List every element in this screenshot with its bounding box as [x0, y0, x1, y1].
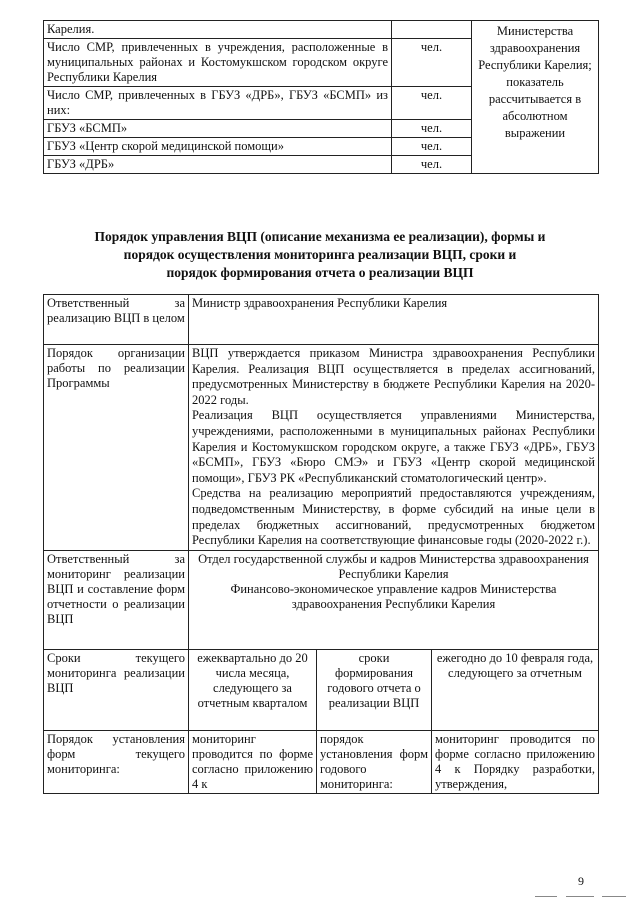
- organization-label: Порядок организации работы по реализации Программы: [44, 345, 189, 551]
- management-table: [43, 294, 599, 794]
- monitoring-responsible-line: Отдел государственной службы и кадров Министерства здравоохранения Республики Карелия: [198, 551, 589, 581]
- unit-cell: чел.: [392, 87, 472, 120]
- heading-line: Порядок управления ВЦП (описание механизма ее реализации), формы и: [94, 229, 546, 244]
- note-cell: Министерства здравоохранения Республики Карелия; показатель рассчитывается в абсолютном выражении: [472, 21, 599, 174]
- deadlines-annual-label: сроки формирования годового отчета о реализации ВЦП: [317, 649, 432, 730]
- scan-artifact: [566, 896, 594, 897]
- indicator-cell: Число СМР, привлеченных в ГБУЗ «ДРБ», ГБУЗ «БСМП» из них:: [44, 87, 392, 120]
- indicator-cell: Карелия.: [44, 21, 392, 39]
- indicator-cell: ГБУЗ «ДРБ»: [44, 156, 392, 174]
- deadlines-quarterly: ежеквартально до 20 числа месяца, следующего за отчетным кварталом: [189, 649, 317, 730]
- indicator-cell: ГБУЗ «БСМП»: [44, 120, 392, 138]
- organization-paragraph: ВЦП утверждается приказом Министра здравоохранения Республики Карелия. Реализация ВЦП осуществляется в пределах ассигнований, предусмотренных Министерству в бюджете Республики Карелия на 2020-2022 годы.: [192, 346, 595, 407]
- unit-cell: чел.: [392, 138, 472, 156]
- forms-annual-label: порядок установления форм годового мониторинга:: [317, 730, 432, 793]
- indicator-cell: Число СМР, привлеченных в учреждения, расположенные в муниципальных районах и Костомукшском городском округе Республики Карелия: [44, 39, 392, 87]
- scan-artifact: [602, 896, 626, 897]
- unit-cell: чел.: [392, 156, 472, 174]
- monitoring-responsible-value: [189, 550, 599, 649]
- unit-cell: [392, 21, 472, 39]
- indicator-table: [43, 20, 599, 174]
- indicator-cell: ГБУЗ «Центр скорой медицинской помощи»: [44, 138, 392, 156]
- forms-annual: мониторинг проводится по форме согласно приложению 4 к Порядку разработки, утверждения,: [432, 730, 599, 793]
- scan-artifact: [535, 896, 557, 897]
- responsible-label: Ответственный за реализацию ВЦП в целом: [44, 295, 189, 345]
- monitoring-responsible-label: Ответственный за мониторинг реализации ВЦП и составление форм отчетности о реализации ВЦП: [44, 550, 189, 649]
- organization-paragraph: Реализация ВЦП осуществляется управлениями Министерства, учреждениями, расположенными в муниципальных районах Республики Карелия и Костомукшском городском округе, а также ГБУЗ «ДРБ», ГБУЗ «БСМП», ГБУЗ «Бюро СМЭ» и ГБУЗ «Центр скорой медицинской помощи», ГБУЗ РК «Республиканский стоматологический центр».: [192, 408, 595, 485]
- forms-label: Порядок установления форм текущего мониторинга:: [44, 730, 189, 793]
- responsible-value: Министр здравоохранения Республики Карелия: [189, 295, 599, 345]
- deadlines-label: Сроки текущего мониторинга реализации ВЦП: [44, 649, 189, 730]
- section-heading: [60, 228, 580, 282]
- unit-cell: чел.: [392, 39, 472, 87]
- heading-line: порядок осуществления мониторинга реализации ВЦП, сроки и: [123, 247, 517, 262]
- organization-paragraph: Средства на реализацию мероприятий предоставляются учреждениям, подведомственным Министерству, в форме субсидий на иные цели в пределах бюджетных ассигнований, предусмотренных бюджетом Республики Карелия на соответствующие финансовые годы (2020-2022 г.).: [192, 486, 595, 548]
- heading-line: порядок формирования отчета о реализации ВЦП: [166, 265, 474, 280]
- organization-value: [189, 345, 599, 551]
- page-number: 9: [578, 874, 584, 888]
- deadlines-annual: ежегодно до 10 февраля года, следующего за отчетным: [432, 649, 599, 730]
- forms-current: мониторинг проводится по форме согласно приложению 4 к: [189, 730, 317, 793]
- monitoring-responsible-line: Финансово-экономическое управление кадров Министерства здравоохранения Республики Карелия: [230, 581, 557, 611]
- unit-cell: чел.: [392, 120, 472, 138]
